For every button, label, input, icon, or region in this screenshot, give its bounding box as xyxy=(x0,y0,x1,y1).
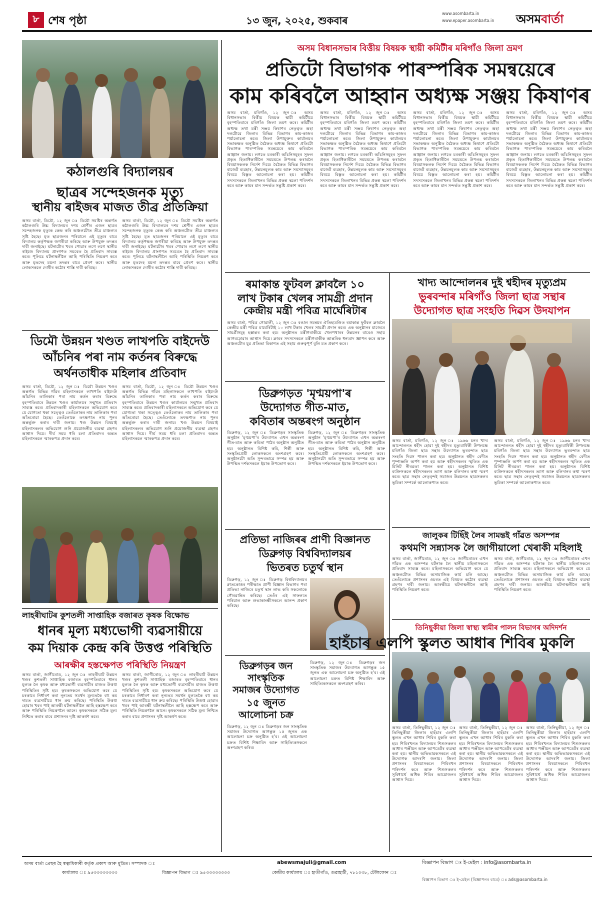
health-photo xyxy=(392,652,590,722)
photo-figure xyxy=(562,678,584,722)
kathalguri-body-col2: অসম বাৰ্তা, ডিমৌ, ১২ জুন ঃ ডিমৌ সমষ্টিৰ অন্তৰ্গত কঠালগুৰি উচ্চ বিদ্যালয়ৰ দশম শ্ৰেণীৰ এজন ছাত্ৰৰ সন্দেহজনক মৃত্যুক কেন্দ্ৰ কৰি অঞ্চলটোত তীব্ৰ চাঞ্চল্যৰ সৃষ্টি হৈছে। মৃত ছাত্ৰজনৰ পৰিয়ালে এই মৃত্যুৰ বাবে বিদ্যালয় কৰ্তৃপক্ষক জগৰীয়া কৰিছে আৰু উপযুক্ত তদন্তৰ দাবী জনাইছে। ঘটনাটোৰ খবৰ পোৱাৰ লগে লগে স্থানীয় ৰাইজে বিদ্যালয় প্ৰাংগণত সমবেত হৈ প্ৰতিবাদ সাব্যস্ত কৰে। পুলিচে ঘটনাস্থলীলৈ আহি পৰিস্থিতি নিয়ন্ত্ৰণ কৰে আৰু মৃতদেহ ময়না তদন্তৰ বাবে প্ৰেৰণ কৰে। স্থানীয় লোকসকলে দোষীৰ কঠোৰ শাস্তি দাবী কৰিছে। xyxy=(122,218,218,270)
photo-head xyxy=(539,672,551,684)
photo-head xyxy=(153,76,166,89)
dimow-headline-1: ডিমৌ উন্নয়ন খণ্ডত লাখপতি বাইদেউ xyxy=(30,334,210,348)
photo-figure xyxy=(182,78,206,158)
top-story-body-col4: অসম বাৰ্তা, মৰিগাঁও, ১২ জুন ঃ অসম বিধানসভাৰ বিত্তীয় বিষয়ক স্থায়ী কমিটীয়ে বৃহস্পতিবাৰে মৰিগাঁও জিলা ভ্ৰমণ কৰে। কমিটীৰ অধ্যক্ষ তথা মন্ত্ৰী সঞ্জয় কিষাণৰ নেতৃত্বত অহা দলটোৱে জিলাৰ বিভিন্ন বিভাগৰ কাম-কাজৰ পৰ্যালোচনা কৰে। জিলা উপায়ুক্তৰ কাৰ্যালয়ৰ সভাকক্ষত অনুষ্ঠিত বৈঠকত অধ্যক্ষ কিষাণে প্ৰতিটো বিভাগক পাৰস্পৰিক সমন্বয়েৰে কাম কৰিবলৈ আহ্বান জনায়। লগতে চৰকাৰী আঁচনিসমূহৰ সুফল প্ৰকৃত হিতাধিকাৰীলৈ সময়মতে উপলব্ধ কৰাবলৈ বিষয়াসকলক নিৰ্দেশ দিয়ে। বৈঠকত বিভিন্ন বিভাগৰ বাজেট ব্যৱহাৰ, উন্নয়নমূলক কাম আৰু সমস্যাসমূহৰ বিষয়ে বিস্তৃত আলোচনা কৰা হয়। কমিটীৰ সদস্যসকলে জিলাখনৰ বিভিন্ন প্ৰকল্প স্থলো পৰিদৰ্শন কৰে আৰু কামৰ মান সন্দৰ্ভত সন্তুষ্টি প্ৰকাশ কৰে। xyxy=(506,110,592,188)
header-rule xyxy=(22,30,592,32)
student-headline-3: ভিতৰত চতুৰ্থ স্থান xyxy=(266,562,344,574)
dimow-headline-2: আঁচনিৰ পৰা নাম কৰ্তনৰ বিৰুদ্ধে xyxy=(42,350,198,364)
photo-head xyxy=(152,532,165,545)
jalgaon-body-col1: অসম বাৰ্তা, জাগীৰোড, ১২ জুন ঃ জাগীৰোডৰ এখন গাঁৱত এক অসম্পন্ন ঘটনাক লৈ স্থানীয় মহিলাসকলে প্ৰতিবাদ সাব্যস্ত কৰে। মহিলাসকলে অভিযোগ কৰে যে অঞ্চলটোত বিভিন্ন অসামাজিক কাৰ্য চলি আছে। তেওঁলোকে প্ৰশাসনৰ ওচৰত এই বিষয়ত কঠোৰ ব্যৱস্থা গ্ৰহণৰ দাবী জনায়। আৰক্ষীয়ে ঘটনাস্থলীলৈ আহি পৰিস্থিতি নিয়ন্ত্ৰণ কৰে। xyxy=(392,556,488,593)
footer-phone2: বিজ্ঞাপন বিভাগ ঃ ৯৫৩৩৩৩৩৩৩৩ xyxy=(162,871,230,876)
library-headline-2: সাংস্কৃতিক xyxy=(247,673,285,684)
dimow-body-col2: অসম বাৰ্তা, ডিমৌ, ১২ জুন ঃ ডিমৌ উন্নয়ন খণ্ডৰ অন্তৰ্গত বিভিন্ন গাঁৱৰ মহিলাসকলে লাখপতি বাইদেউ আঁচনিৰ তালিকাৰ পৰা নাম কৰ্তন কৰাৰ বিৰুদ্ধে বৃহস্পতিবাৰে উন্নয়ন খণ্ডৰ কাৰ্যালয়ৰ সন্মুখত প্ৰতিবাদ সাব্যস্ত কৰে। প্ৰতিবাদকাৰী মহিলাসকলে অভিযোগ কৰে যে যোগ্যতা থকা সত্ত্বেও তেওঁলোকৰ নাম তালিকাৰ পৰা আঁতৰোৱা হৈছে। তেওঁলোকে তৎক্ষণাত নাম পুনৰ অন্তৰ্ভুক্ত কৰাৰ দাবী জনায়। খণ্ড উন্নয়ন বিষয়াই মহিলাসকলৰ অভিযোগ শুনি প্ৰয়োজনীয় ব্যৱস্থা গ্ৰহণৰ আশ্বাস দিয়ে। দীৰ্ঘ সময় ধৰি চলা প্ৰতিবাদৰ অন্তত মহিলাসকলে স্মাৰকপত্ৰ প্ৰদান কৰে। xyxy=(122,384,218,442)
mrinal-headline-2: উদ্যোগত গীত-মাত, xyxy=(260,401,350,414)
photo-figure xyxy=(402,367,426,435)
photo-figure xyxy=(86,541,108,603)
football-body: অসম বাৰ্তা, পবিত্ৰ গোৱালী, ১২ জুন ঃ বঙাল সমন্বয়ৰ ঐতিহ্যমণ্ডিত ৰমাকান্ত ফুটবল ক্লাবলৈ কেন্দ্ৰীয় মন্ত্ৰী পবিত্ৰ মাৰ্ঘেৰিটাই ১০ লাখ টকাৰ খেলৰ সামগ্ৰী প্ৰদান কৰে। এক অনুষ্ঠানৰ মাজেৰে সামগ্ৰীসমূহ হস্তান্তৰ কৰা হয়। অনুষ্ঠানত মন্ত্ৰীগৰাকীয়ে খেলপথাৰৰ উন্নয়নৰ বাবেও সহায় আগবঢ়োৱাৰ আশ্বাস দিয়ে। ক্লাবৰ সদস্যসকলে মন্ত্ৰীগৰাকীক আন্তৰিক ধন্যবাদ জ্ঞাপন কৰে আৰু অঞ্চলটোৰ যুৱ প্ৰতিভা বিকাশত এই সহায় গুৰুত্বপূৰ্ণ বুলি মত প্ৰকাশ কৰে। xyxy=(227,320,385,346)
photo-figure xyxy=(117,539,139,603)
student-headline-2: ডিব্ৰুগড় বিশ্ববিদ্যালয়ৰ xyxy=(258,548,352,560)
lahorighat-kicker: লাহৰীঘাটৰ কুশতলী সাপ্তাহিক বজাৰত কৃষক বিক্ষোভ xyxy=(22,611,190,620)
health-kicker: তিনিছুকীয়া জিলা স্বাস্থ্য স্বামীৰ পালন বিভাগৰ অদিদৰ্শন xyxy=(415,624,567,632)
lahorighat-body-col2: অসম বাৰ্তা, জাগীৰোড, ১২ জুন ঃ লাহৰীঘাট উন্নয়ন খণ্ডৰ কুশতলী সাপ্তাহিক বজাৰত বৃহস্পতিবাৰে ধানৰ মূল্যক লৈ কৃষক আৰু মধ্যভোগী ব্যৱসায়ীৰ মাজত উত্তপ্ত পৰিস্থিতিৰ সৃষ্টি হয়। কৃষকসকলে অভিযোগ কৰে যে চৰকাৰে নিৰ্ধাৰণ কৰা নূন্যতম সমৰ্থন মূল্যতকৈ বহু কম দামত ব্যৱসায়ীয়ে ধান ক্ৰয় কৰিছে। পৰিস্থিতি উত্তপ্ত হোৱাৰ খবৰ পাই আৰক্ষী ঘটনাস্থলীলৈ আহি হস্তক্ষেপ কৰে আৰু পৰিস্থিতি নিয়ন্ত্ৰণলৈ আনে। কৃষকসকলে সঠিক মূল্য নিশ্চিত কৰাৰ বাবে প্ৰশাসনৰ দৃষ্টি আকৰ্ষণ কৰে। xyxy=(122,672,218,719)
jalgaon-body-col2: অসম বাৰ্তা, জাগীৰোড, ১২ জুন ঃ জাগীৰোডৰ এখন গাঁৱত এক অসম্পন্ন ঘটনাক লৈ স্থানীয় মহিলাসকলে প্ৰতিবাদ সাব্যস্ত কৰে। মহিলাসকলে অভিযোগ কৰে যে অঞ্চলটোত বিভিন্ন অসামাজিক কাৰ্য চলি আছে। তেওঁলোকে প্ৰশাসনৰ ওচৰত এই বিষয়ত কঠোৰ ব্যৱস্থা গ্ৰহণৰ দাবী জনায়। আৰক্ষীয়ে ঘটনাস্থলীলৈ আহি পৰিস্থিতি নিয়ন্ত্ৰণ কৰে। xyxy=(494,556,590,593)
student-headline-1: প্ৰতিভা নাজিৰৰ প্ৰাণী বিজ্ঞানত xyxy=(239,534,371,546)
khadya-photo xyxy=(392,319,590,435)
mrinal-headline-1: ডিব্ৰুগড়ত 'মৃণ্ময়পা'ৰ xyxy=(258,387,352,400)
lahorighat-subhead: আৰক্ষীৰ হস্তক্ষেপত পৰিস্থিতি নিয়ন্ত্ৰণ xyxy=(54,661,186,671)
photo-figure xyxy=(30,537,50,603)
column-rule xyxy=(389,272,390,852)
kathalguri-headline-2: স্থানীয় ৰাইজৰ মাজত তীব্ৰ প্ৰতিক্ৰিয়া xyxy=(31,200,209,214)
health-body-col3: অসম বাৰ্তা, তিনিছুকীয়া, ১২ জুন ঃ তিনিছুকীয়া জিলাৰ হাহঁচাৰ এলপি স্কুলত এখন আধাৰ শিবিৰ মুকলি কৰা হয়। শিবিৰখনত বিদ্যালয়ৰ শিশুসকলৰ আধাৰ পঞ্জীয়ন আৰু আপডেটৰ ব্যৱস্থা কৰা হয়। স্থানীয় অভিভাৱকসকলে এই উদ্যোগক আদৰণি জনায়। জিলা প্ৰশাসনৰ বিষয়াসকলে শিবিৰখন পৰিদৰ্শন কৰে আৰু শিশুসকলৰ সুবিধাৰ্থে অধিক শিবিৰ আয়োজনৰ আশ্বাস দিয়ে। xyxy=(526,725,590,783)
photo-figure xyxy=(434,365,460,435)
photo-head xyxy=(427,672,439,684)
top-story-headline-1: প্ৰতিটো বিভাগক পাৰস্পৰিক সমন্বয়েৰে xyxy=(265,59,555,81)
top-story-body-col1: অসম বাৰ্তা, মৰিগাঁও, ১২ জুন ঃ অসম বিধানসভাৰ বিত্তীয় বিষয়ক স্থায়ী কমিটীয়ে বৃহস্পতিবাৰে মৰিগাঁও জিলা ভ্ৰমণ কৰে। কমিটীৰ অধ্যক্ষ তথা মন্ত্ৰী সঞ্জয় কিষাণৰ নেতৃত্বত অহা দলটোৱে জিলাৰ বিভিন্ন বিভাগৰ কাম-কাজৰ পৰ্যালোচনা কৰে। জিলা উপায়ুক্তৰ কাৰ্যালয়ৰ সভাকক্ষত অনুষ্ঠিত বৈঠকত অধ্যক্ষ কিষাণে প্ৰতিটো বিভাগক পাৰস্পৰিক সমন্বয়েৰে কাম কৰিবলৈ আহ্বান জনায়। লগতে চৰকাৰী আঁচনিসমূহৰ সুফল প্ৰকৃত হিতাধিকাৰীলৈ সময়মতে উপলব্ধ কৰাবলৈ বিষয়াসকলক নিৰ্দেশ দিয়ে। বৈঠকত বিভিন্ন বিভাগৰ বাজেট ব্যৱহাৰ, উন্নয়নমূলক কাম আৰু সমস্যাসমূহৰ বিষয়ে বিস্তৃত আলোচনা কৰা হয়। কমিটীৰ সদস্যসকলে জিলাখনৰ বিভিন্ন প্ৰকল্প স্থলো পৰিদৰ্শন কৰে আৰু কামৰ মান সন্দৰ্ভত সন্তুষ্টি প্ৰকাশ কৰে। xyxy=(227,110,313,188)
divider xyxy=(392,527,590,528)
photo-head xyxy=(566,668,578,680)
health-body-col2: অসম বাৰ্তা, তিনিছুকীয়া, ১২ জুন ঃ তিনিছুকীয়া জিলাৰ হাহঁচাৰ এলপি স্কুলত এখন আধাৰ শিবিৰ মুকলি কৰা হয়। শিবিৰখনত বিদ্যালয়ৰ শিশুসকলৰ আধাৰ পঞ্জীয়ন আৰু আপডেটৰ ব্যৱস্থা কৰা হয়। স্থানীয় অভিভাৱকসকলে এই উদ্যোগক আদৰণি জনায়। জিলা প্ৰশাসনৰ বিষয়াসকলে শিবিৰখন পৰিদৰ্শন কৰে আৰু শিশুসকলৰ সুবিধাৰ্থে অধিক শিবিৰ আয়োজনৰ আশ্বাস দিয়ে। xyxy=(459,725,523,783)
photo-figure xyxy=(92,86,112,158)
kathalguri-body-col1: অসম বাৰ্তা, ডিমৌ, ১২ জুন ঃ ডিমৌ সমষ্টিৰ অন্তৰ্গত কঠালগুৰি উচ্চ বিদ্যালয়ৰ দশম শ্ৰেণীৰ এজন ছাত্ৰৰ সন্দেহজনক মৃত্যুক কেন্দ্ৰ কৰি অঞ্চলটোত তীব্ৰ চাঞ্চল্যৰ সৃষ্টি হৈছে। মৃত ছাত্ৰজনৰ পৰিয়ালে এই মৃত্যুৰ বাবে বিদ্যালয় কৰ্তৃপক্ষক জগৰীয়া কৰিছে আৰু উপযুক্ত তদন্তৰ দাবী জনাইছে। ঘটনাটোৰ খবৰ পোৱাৰ লগে লগে স্থানীয় ৰাইজে বিদ্যালয় প্ৰাংগণত সমবেত হৈ প্ৰতিবাদ সাব্যস্ত কৰে। পুলিচে ঘটনাস্থলীলৈ আহি পৰিস্থিতি নিয়ন্ত্ৰণ কৰে আৰু মৃতদেহ ময়না তদন্তৰ বাবে প্ৰেৰণ কৰে। স্থানীয় লোকসকলে দোষীৰ কঠোৰ শাস্তি দাবী কৰিছে। xyxy=(22,218,117,270)
photo-head xyxy=(186,66,201,81)
kathalguri-photo xyxy=(22,40,218,158)
photo-figure xyxy=(424,682,444,722)
top-story-headline-2: কাম কৰিবলৈ আহ্বান অধ্যক্ষ সঞ্জয় কিষাণৰ xyxy=(229,84,591,108)
divider xyxy=(22,330,218,331)
page-number-badge: ৮ xyxy=(28,12,44,28)
top-story-body-col2: অসম বাৰ্তা, মৰিগাঁও, ১২ জুন ঃ অসম বিধানসভাৰ বিত্তীয় বিষয়ক স্থায়ী কমিটীয়ে বৃহস্পতিবাৰে মৰিগাঁও জিলা ভ্ৰমণ কৰে। কমিটীৰ অধ্যক্ষ তথা মন্ত্ৰী সঞ্জয় কিষাণৰ নেতৃত্বত অহা দলটোৱে জিলাৰ বিভিন্ন বিভাগৰ কাম-কাজৰ পৰ্যালোচনা কৰে। জিলা উপায়ুক্তৰ কাৰ্যালয়ৰ সভাকক্ষত অনুষ্ঠিত বৈঠকত অধ্যক্ষ কিষাণে প্ৰতিটো বিভাগক পাৰস্পৰিক সমন্বয়েৰে কাম কৰিবলৈ আহ্বান জনায়। লগতে চৰকাৰী আঁচনিসমূহৰ সুফল প্ৰকৃত হিতাধিকাৰীলৈ সময়মতে উপলব্ধ কৰাবলৈ বিষয়াসকলক নিৰ্দেশ দিয়ে। বৈঠকত বিভিন্ন বিভাগৰ বাজেট ব্যৱহাৰ, উন্নয়নমূলক কাম আৰু সমস্যাসমূহৰ বিষয়ে বিস্তৃত আলোচনা কৰা হয়। কমিটীৰ সদস্যসকলে জিলাখনৰ বিভিন্ন প্ৰকল্প স্থলো পৰিদৰ্শন কৰে আৰু কামৰ মান সন্দৰ্ভত সন্তুষ্টি প্ৰকাশ কৰে। xyxy=(320,110,406,188)
photo-head xyxy=(439,353,453,367)
photo-head xyxy=(483,672,495,684)
photo-head xyxy=(90,530,103,543)
photo-head xyxy=(121,528,134,541)
date-line: ১৩ জুন, ২০২৫, শুকবাৰ xyxy=(246,16,348,27)
photo-figure xyxy=(542,365,568,435)
library-headline-4: ১৫ জুনত xyxy=(246,698,286,709)
kathalguri-headline-1: ছাত্ৰৰ সন্দেহজনক মৃত্যু xyxy=(56,185,184,201)
football-headline-2: লাখ টকাৰ খেলৰ সামগ্ৰী প্ৰদান xyxy=(237,292,373,305)
khadya-headline-1: খাদ্য আন্দোলনৰ দুই শ্বহীদৰ মৃত্যুপ্ৰম xyxy=(417,277,567,289)
photo-head xyxy=(406,355,420,369)
footer-line1: অসম বাৰ্তা প্ৰেছৰ হৈ স্বত্বাধিকাৰী কৰ্তৃক প্ৰকাশ আৰু মুদ্ৰিত। সম্পাদক ঃ xyxy=(24,862,155,867)
divider xyxy=(22,608,218,609)
photo-figure xyxy=(508,680,528,722)
page-header xyxy=(22,10,592,38)
photo-head xyxy=(401,668,413,680)
photo-figure xyxy=(56,543,78,603)
student-body: ডিব্ৰুগড়, ১২ জুন ঃ ডিব্ৰুগড় বিশ্ববিদ্যালয়ৰ স্নাতকোত্তৰ পৰীক্ষাত প্ৰাণী বিজ্ঞান বিভাগৰ পৰা প্ৰতিভা নাজিৰে চতুৰ্থ স্থান লাভ কৰি সকলোকে গৌৰৱান্বিত কৰিছে। তেওঁৰ এই সাফল্যত পৰিয়াল আৰু শুভাকাংক্ষীসকলে আনন্দ প্ৰকাশ কৰিছে। xyxy=(227,577,307,609)
photo-figure xyxy=(470,363,496,435)
masthead-part1: অসম xyxy=(516,12,541,26)
photo-head xyxy=(65,72,78,85)
footer xyxy=(22,856,592,892)
footer-phone1: কাৰ্য্যালয় ঃ ৯৫৩৩৩৩৩৩৩৩ xyxy=(62,871,118,876)
jalgaon-kicker: জালুকৰ টিছিঁই লৈৰ সামন্তই গাঁৱত অসম্পন্ন xyxy=(422,531,560,540)
footer-email[interactable]: abewsmajuli@gmail.com xyxy=(277,860,347,866)
photo-figure xyxy=(450,676,472,722)
divider xyxy=(225,529,385,530)
photo-head xyxy=(511,670,523,682)
photo-head xyxy=(36,68,50,82)
lahorighat-headline-2: কম দিয়াক কেন্দ্ৰ কৰি উত্তপ্ত পৰিস্থিতি xyxy=(28,640,212,655)
masthead-part2: বাৰ্তা xyxy=(540,12,564,26)
mrinal-headline-3: কবিতাৰ অন্তৰংগ অনুষ্ঠান xyxy=(249,415,361,428)
lahorighat-body-col1: অসম বাৰ্তা, জাগীৰোড, ১২ জুন ঃ লাহৰীঘাট উন্নয়ন খণ্ডৰ কুশতলী সাপ্তাহিক বজাৰত বৃহস্পতিবাৰে ধানৰ মূল্যক লৈ কৃষক আৰু মধ্যভোগী ব্যৱসায়ীৰ মাজত উত্তপ্ত পৰিস্থিতিৰ সৃষ্টি হয়। কৃষকসকলে অভিযোগ কৰে যে চৰকাৰে নিৰ্ধাৰণ কৰা নূন্যতম সমৰ্থন মূল্যতকৈ বহু কম দামত ব্যৱসায়ীয়ে ধান ক্ৰয় কৰিছে। পৰিস্থিতি উত্তপ্ত হোৱাৰ খবৰ পাই আৰক্ষী ঘটনাস্থলীলৈ আহি হস্তক্ষেপ কৰে আৰু পৰিস্থিতি নিয়ন্ত্ৰণলৈ আনে। কৃষকসকলে সঠিক মূল্য নিশ্চিত কৰাৰ বাবে প্ৰশাসনৰ দৃষ্টি আকৰ্ষণ কৰে। xyxy=(22,672,117,719)
photo-figure xyxy=(180,537,202,603)
photo-head xyxy=(95,74,108,87)
health-body-col1: অসম বাৰ্তা, তিনিছুকীয়া, ১২ জুন ঃ তিনিছুকীয়া জিলাৰ হাহঁচাৰ এলপি স্কুলত এখন আধাৰ শিবিৰ মুকলি কৰা হয়। শিবিৰখনত বিদ্যালয়ৰ শিশুসকলৰ আধাৰ পঞ্জীয়ন আৰু আপডেটৰ ব্যৱস্থা কৰা হয়। স্থানীয় অভিভাৱকসকলে এই উদ্যোগক আদৰণি জনায়। জিলা প্ৰশাসনৰ বিষয়াসকলে শিবিৰখন পৰিদৰ্শন কৰে আৰু শিশুসকলৰ সুবিধাৰ্থে অধিক শিবিৰ আয়োজনৰ আশ্বাস দিয়ে। xyxy=(392,725,456,783)
photo-figure xyxy=(32,80,54,158)
photo-head xyxy=(454,666,466,678)
photo-head xyxy=(33,526,46,539)
lahorighat-headline-1: ধানৰ মূল্য মধ্যভোগী ব্যৱসায়ীয়ে xyxy=(37,624,203,639)
web-link[interactable]: www.asombarta.in xyxy=(442,11,480,16)
library-headline-3: সমাজৰ উদ্যোগত xyxy=(232,685,300,696)
photo-head xyxy=(184,526,197,539)
photo-head xyxy=(124,68,138,82)
column-rule xyxy=(221,40,222,852)
khadya-body-col1: অসম বাৰ্তা, মৰিগাঁও, ১২ জুন ঃ ১৯৬৬ চনৰ খাদ্য আন্দোলনত শ্বহীদ হোৱা দুই শ্বহীদৰ মৃত্যুবাৰ্ষিকী উপলক্ষে মৰিগাঁও জিলা ছাত্ৰ সন্থাৰ উদ্যোগত ভুৰবন্দাত ছাত্ৰ সংহতি দিৱস পালন কৰা হয়। অনুষ্ঠানত শ্বহীদ বেদীত পুষ্পাঞ্জলি অৰ্পণ কৰা হয় আৰু শ্বহীদসকলৰ স্মৃতিত এক মিনিট নীৰৱতা পালন কৰা হয়। অনুষ্ঠানত বিশিষ্ট ব্যক্তিসকলে শ্বহীদসকলৰ ত্যাগ আৰু বলিদানৰ কথা স্মৰণ কৰে। ছাত্ৰ সন্থাৰ নেতৃবৃন্দই সমাজৰ উন্নয়নত ছাত্ৰসকলৰ ভূমিকা সম্পৰ্কে আলোকপাত কৰে। xyxy=(392,438,488,485)
dimow-body-col1: অসম বাৰ্তা, ডিমৌ, ১২ জুন ঃ ডিমৌ উন্নয়ন খণ্ডৰ অন্তৰ্গত বিভিন্ন গাঁৱৰ মহিলাসকলে লাখপতি বাইদেউ আঁচনিৰ তালিকাৰ পৰা নাম কৰ্তন কৰাৰ বিৰুদ্ধে বৃহস্পতিবাৰে উন্নয়ন খণ্ডৰ কাৰ্যালয়ৰ সন্মুখত প্ৰতিবাদ সাব্যস্ত কৰে। প্ৰতিবাদকাৰী মহিলাসকলে অভিযোগ কৰে যে যোগ্যতা থকা সত্ত্বেও তেওঁলোকৰ নাম তালিকাৰ পৰা আঁতৰোৱা হৈছে। তেওঁলোকে তৎক্ষণাত নাম পুনৰ অন্তৰ্ভুক্ত কৰাৰ দাবী জনায়। খণ্ড উন্নয়ন বিষয়াই মহিলাসকলৰ অভিযোগ শুনি প্ৰয়োজনীয় ব্যৱস্থা গ্ৰহণৰ আশ্বাস দিয়ে। দীৰ্ঘ সময় ধৰি চলা প্ৰতিবাদৰ অন্তত মহিলাসকলে স্মাৰকপত্ৰ প্ৰদান কৰে। xyxy=(22,384,117,442)
top-story-kicker: অসম বিধানসভাৰ বিত্তীয় বিষয়ক স্থায়ী কমিটীৰ মৰিগাঁও জিলা ভ্ৰমণ xyxy=(297,44,523,54)
library-headline-1: ডিব্ৰুগড়ৰ জন xyxy=(239,661,293,672)
dimow-headline-3: অৰ্থনতাধীক মহিলাৰ প্ৰতিবাদ xyxy=(53,366,187,380)
photo-figure xyxy=(504,349,534,435)
mrinal-body-col2: ডিব্ৰুগড়, ১২ জুন ঃ ডিব্ৰুগড়ৰ সাংস্কৃতিক অনুষ্ঠান 'মৃণ্ময়পা'ৰ উদ্যোগত এখন অন্তৰংগ গীত-মাত আৰু কবিতা পাঠৰ অনুষ্ঠান অনুষ্ঠিত হয়। অনুষ্ঠানত বিশিষ্ট কবি, শিল্পী আৰু সংস্কৃতিপ্ৰেমী লোকসকলে অংশগ্ৰহণ কৰে। অনুষ্ঠানটো অতি সুন্দৰভাৱে সম্পন্ন হয় আৰু উপস্থিত দৰ্শকসকলে ইয়াক উপভোগ কৰে। xyxy=(308,430,385,467)
photo-head xyxy=(547,353,561,367)
khadya-headline-3: উদ্যোগত ছাত্ৰ সংহতি দিৱস উদযাপন xyxy=(413,305,571,317)
khadya-headline-2: ভুৰবন্দাৰ মৰিগাঁও জিলা ছাত্ৰ সন্থাৰ xyxy=(418,291,566,303)
health-headline: হাহঁচাৰ এলপি স্কুলত আধাৰ শিবিৰ মুকলি xyxy=(329,634,575,652)
photo-face xyxy=(338,596,356,618)
photo-banner xyxy=(452,323,572,343)
footer-address: কেন্দ্ৰীয় কাৰ্য্যালয় ঃ হাতীগাঁও, গুৱাহাটী, ৭৮১০৩৮, টেলিফোন ঃ xyxy=(272,871,397,876)
divider xyxy=(225,272,590,273)
top-story-body-col3: অসম বাৰ্তা, মৰিগাঁও, ১২ জুন ঃ অসম বিধানসভাৰ বিত্তীয় বিষয়ক স্থায়ী কমিটীয়ে বৃহস্পতিবাৰে মৰিগাঁও জিলা ভ্ৰমণ কৰে। কমিটীৰ অধ্যক্ষ তথা মন্ত্ৰী সঞ্জয় কিষাণৰ নেতৃত্বত অহা দলটোৱে জিলাৰ বিভিন্ন বিভাগৰ কাম-কাজৰ পৰ্যালোচনা কৰে। জিলা উপায়ুক্তৰ কাৰ্যালয়ৰ সভাকক্ষত অনুষ্ঠিত বৈঠকত অধ্যক্ষ কিষাণে প্ৰতিটো বিভাগক পাৰস্পৰিক সমন্বয়েৰে কাম কৰিবলৈ আহ্বান জনায়। লগতে চৰকাৰী আঁচনিসমূহৰ সুফল প্ৰকৃত হিতাধিকাৰীলৈ সময়মতে উপলব্ধ কৰাবলৈ বিষয়াসকলক নিৰ্দেশ দিয়ে। বৈঠকত বিভিন্ন বিভাগৰ বাজেট ব্যৱহাৰ, উন্নয়নমূলক কাম আৰু সমস্যাসমূহৰ বিষয়ে বিস্তৃত আলোচনা কৰা হয়। কমিটীৰ সদস্যসকলে জিলাখনৰ বিভিন্ন প্ৰকল্প স্থলো পৰিদৰ্শন কৰে আৰু কামৰ মান সন্দৰ্ভত সন্তুষ্টি প্ৰকাশ কৰে। xyxy=(413,110,499,188)
photo-figure xyxy=(480,682,500,722)
epaper-link[interactable]: www.epaper.asombarta.in xyxy=(442,18,495,23)
football-headline-3: কেন্দ্ৰীয় মন্ত্ৰী পবিত্ৰ মাৰ্ঘেৰিটাৰ xyxy=(243,305,367,317)
library-headline-5: আলোচনা চক্ৰ xyxy=(238,710,294,721)
library-body: ডিব্ৰুগড়, ১২ জুন ঃ ডিব্ৰুগড়ৰ জন সাংস্কৃতিক সমাজৰ উদ্যোগত আগন্তুক ১৫ জুনত এক আলোচনা চক্ৰ অনুষ্ঠিত হ'ব। এই আলোচনা চক্ৰত বিশিষ্ট শিক্ষাবিদ আৰু সাহিত্যিকসকলে অংশগ্ৰহণ কৰিব। xyxy=(227,724,307,750)
dimow-photo xyxy=(22,487,218,603)
masthead-logo xyxy=(516,8,564,28)
photo-figure xyxy=(398,678,418,722)
jalgaon-headline: কথমণি সন্ন্যাসক লৈ জাগীয়ালো খেৰাকী মহিলাই xyxy=(400,543,582,554)
kathalguri-kicker: কঠালগুৰি বিদ্যালয়ৰ xyxy=(66,165,174,180)
footer-note: বিজ্ঞাপন বিভাগ ঃ ই-মেইল (বিজ্ঞাপনৰ বাবে) ঃ ads@asombarta.in xyxy=(422,877,548,882)
section-title: শেষ পৃষ্ঠা xyxy=(48,14,87,27)
football-headline-1: ৰমাকান্ত ফুটবল ক্লাবলৈ ১০ xyxy=(245,278,365,291)
photo-figure xyxy=(536,682,556,722)
photo-figure xyxy=(150,88,170,158)
khadya-body-col2: অসম বাৰ্তা, মৰিগাঁও, ১২ জুন ঃ ১৯৬৬ চনৰ খাদ্য আন্দোলনত শ্বহীদ হোৱা দুই শ্বহীদৰ মৃত্যুবাৰ্ষিকী উপলক্ষে মৰিগাঁও জিলা ছাত্ৰ সন্থাৰ উদ্যোগত ভুৰবন্দাত ছাত্ৰ সংহতি দিৱস পালন কৰা হয়। অনুষ্ঠানত শ্বহীদ বেদীত পুষ্পাঞ্জলি অৰ্পণ কৰা হয় আৰু শ্বহীদসকলৰ স্মৃতিত এক মিনিট নীৰৱতা পালন কৰা হয়। অনুষ্ঠানত বিশিষ্ট ব্যক্তিসকলে শ্বহীদসকলৰ ত্যাগ আৰু বলিদানৰ কথা স্মৰণ কৰে। ছাত্ৰ সন্থাৰ নেতৃবৃন্দই সমাজৰ উন্নয়নত ছাত্ৰসকলৰ ভূমিকা সম্পৰ্কে আলোকপাত কৰে। xyxy=(494,438,590,485)
library-body-col2: ডিব্ৰুগড়, ১২ জুন ঃ ডিব্ৰুগড়ৰ জন সাংস্কৃতিক সমাজৰ উদ্যোগত আগন্তুক ১৫ জুনত এক আলোচনা চক্ৰ অনুষ্ঠিত হ'ব। এই আলোচনা চক্ৰত বিশিষ্ট শিক্ষাবিদ আৰু সাহিত্যিকসকলে অংশগ্ৰহণ কৰিব। xyxy=(310,660,385,686)
divider xyxy=(392,619,590,620)
photo-head xyxy=(60,532,73,545)
photo-figure xyxy=(120,80,142,158)
photo-figure xyxy=(62,84,82,158)
divider xyxy=(225,381,385,382)
mrinal-body-col1: ডিব্ৰুগড়, ১২ জুন ঃ ডিব্ৰুগড়ৰ সাংস্কৃতিক অনুষ্ঠান 'মৃণ্ময়পা'ৰ উদ্যোগত এখন অন্তৰংগ গীত-মাত আৰু কবিতা পাঠৰ অনুষ্ঠান অনুষ্ঠিত হয়। অনুষ্ঠানত বিশিষ্ট কবি, শিল্পী আৰু সংস্কৃতিপ্ৰেমী লোকসকলে অংশগ্ৰহণ কৰে। অনুষ্ঠানটো অতি সুন্দৰভাৱে সম্পন্ন হয় আৰু উপস্থিত দৰ্শকসকলে ইয়াক উপভোগ কৰে। xyxy=(227,430,304,467)
photo-head xyxy=(475,351,489,365)
footer-line2: বিজ্ঞাপন বিভাগ ঃ ই-মেইল : info@asombarta.in xyxy=(422,860,532,866)
photo-figure xyxy=(148,543,170,603)
